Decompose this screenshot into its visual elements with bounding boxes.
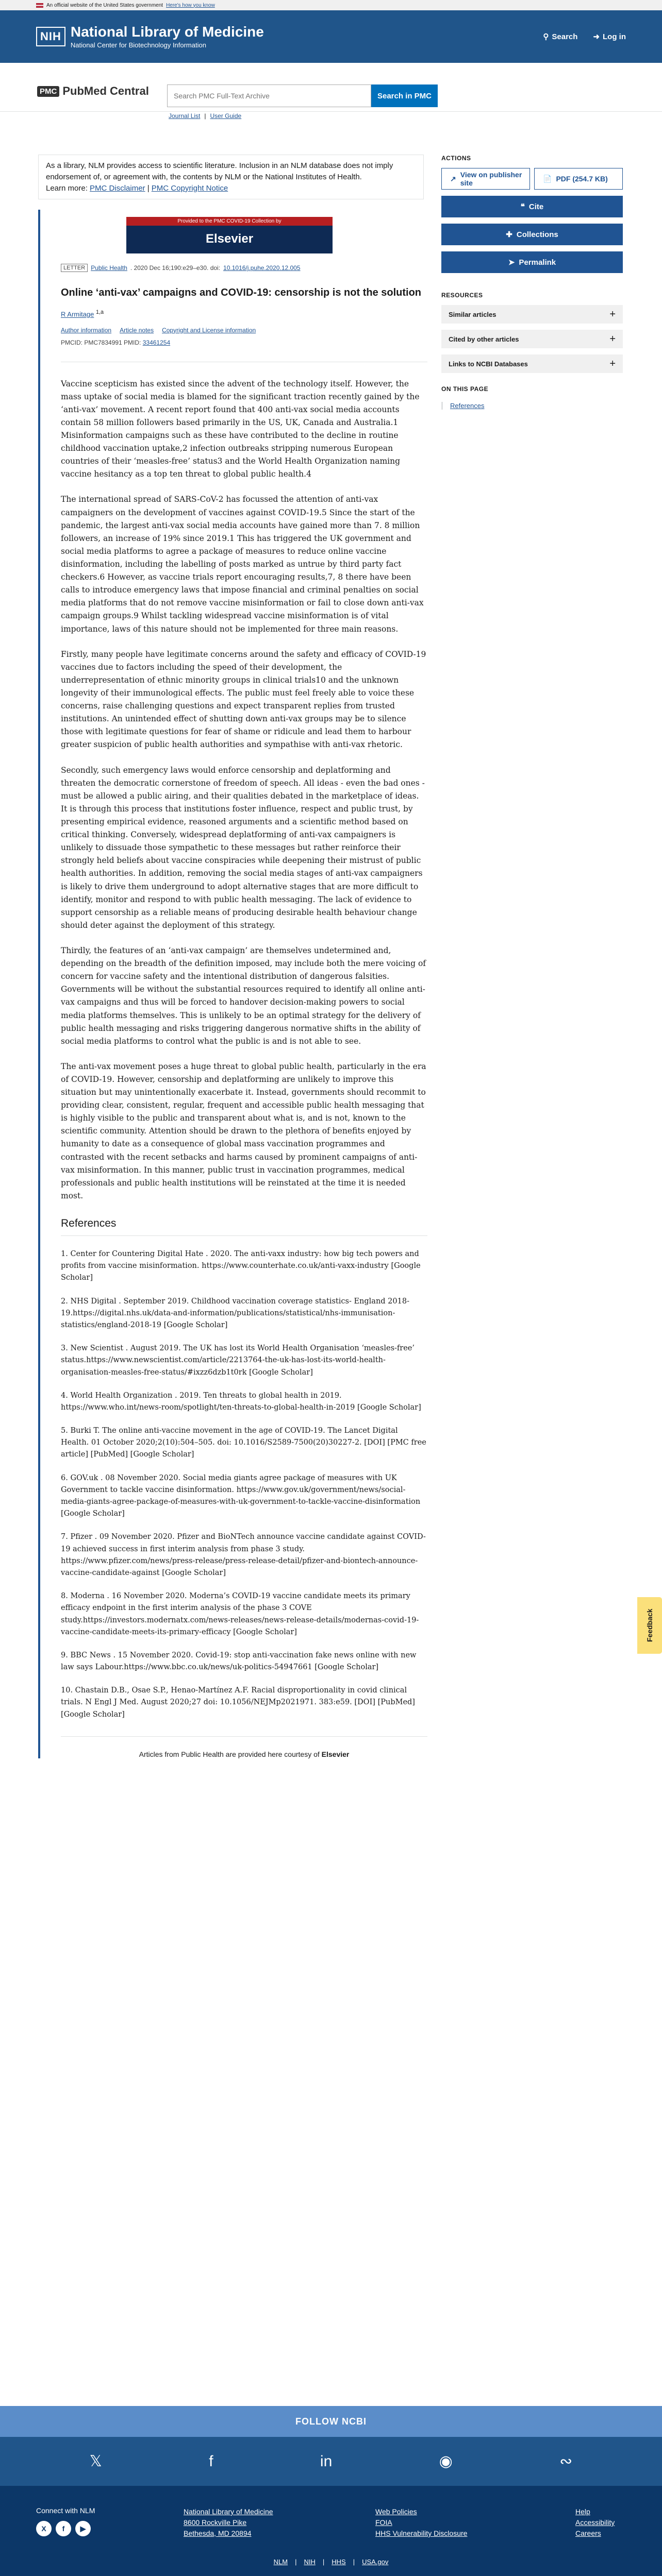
doi-link[interactable]: 10.1016/j.puhe.2020.12.005 <box>223 264 301 272</box>
body-paragraph: The anti-vax movement poses a huge threat to global public health, particularly in the era of COVID-19. However, censorship and deplatforming are unlikely to improve this situation but may unintentionally exacerbate it. Instead, governments should recommit to providing clear, consistent, regular, frequent and accessible public health messaging that is highly visible to the public and transparent about what is, and is not, known to the scientific community. Attention should be drawn to the plethora of benefits enjoyed by humanity to date as a consequence of global mass vaccination programmes and contrasted with the recent setbacks and harms caused by prominent campaigns of anti-vax misinformation. In this manner, public trust in vaccination programmes, medical professionals and public health institutions will be reinstated at the time it is needed most. <box>61 1061 426 1200</box>
web-policies-link[interactable]: Web Policies <box>375 2507 417 2516</box>
article-title: Online ‘anti-vax’ campaigns and COVID-19: censorship is not the solution <box>61 287 422 299</box>
pmc-logo-text: PubMed Central <box>62 84 149 97</box>
x-icon[interactable]: X <box>36 2521 52 2536</box>
pmc-logo[interactable] <box>37 84 167 98</box>
follow-ncbi-bar: FOLLOW NCBI <box>0 2406 662 2437</box>
courtesy-text: Articles from Public Health are provided here courtesy of <box>139 1750 320 1758</box>
plus-icon: + <box>609 308 616 320</box>
gov-banner-text: An official website of the United States government <box>46 2 163 8</box>
pmc-disclaimer-link[interactable]: PMC Disclaimer <box>90 183 145 193</box>
view-publisher-label: View on publisher site <box>460 171 522 187</box>
vulnerability-disclosure-link[interactable]: HHS Vulnerability Disclosure <box>375 2529 468 2537</box>
facebook-icon[interactable]: f <box>209 2452 213 2470</box>
plus-icon: + <box>609 358 616 369</box>
pmcid-label: PMCID: PMC7834991 PMID: <box>61 338 141 346</box>
reference-list <box>61 1248 427 1721</box>
header-search-label: Search <box>552 32 578 41</box>
cited-by-toggle[interactable] <box>441 330 623 348</box>
pdf-button[interactable] <box>534 168 623 190</box>
cite-label: Cite <box>528 202 544 211</box>
article-meta-links <box>61 327 426 334</box>
nlm-subtitle: National Center for Biotechnology Information <box>70 41 206 49</box>
copyright-license-toggle[interactable]: Copyright and License information <box>162 326 256 334</box>
cite-button[interactable] <box>441 196 623 217</box>
plus-icon: + <box>609 333 616 345</box>
address-city-link[interactable]: Bethesda, MD 20894 <box>184 2529 252 2537</box>
on-page-references-link[interactable] <box>441 402 623 410</box>
gov-banner <box>0 0 662 10</box>
learn-more-label: Learn more: <box>46 183 88 193</box>
site-footer <box>0 2486 662 2576</box>
pdf-label: PDF (254.7 KB) <box>556 175 608 183</box>
body-paragraph: Vaccine scepticism has existed since the advent of the technology itself. However, the mass uptake of social media is blamed for the significant traction recently gained by the ‘anti-vax’ movement. A recent report found that 400 anti-vax social media accounts contain 58 million followers based primarily in the US, UK, Canada and Australia.1 Misinformation campaigns such as these have contributed to the decline in routine childhood vaccination uptake,2 infection outbreaks stripping numerous European countries of their ‘measles-free’ status3 and the World Health Organization naming vaccine hesitancy as a top ten threat to global public health.4 <box>61 379 420 479</box>
citation-line <box>61 264 426 272</box>
elsevier-banner-name: Elsevier <box>205 232 254 246</box>
youtube-icon[interactable]: ▶ <box>75 2521 91 2536</box>
courtesy-publisher: Elsevier <box>321 1750 350 1758</box>
journal-list-link[interactable]: Journal List <box>169 112 201 120</box>
collections-button[interactable] <box>441 224 623 245</box>
address-street-link[interactable]: 8600 Rockville Pike <box>184 2518 247 2527</box>
facebook-icon[interactable]: f <box>56 2521 71 2536</box>
body-paragraph: Thirdly, the features of an ‘anti-vax campaign’ are themselves undetermined and, depending on the breadth of the definition imposed, may include both the mere voicing of concern for vaccine safety and the intentional distribution of dangerous falsities. Governments will be without the substantial resources required to identify all online anti-vax campaigns and thus will be forced to handover decision-making powers to social media platforms themselves. This is unlikely to be an optimal strategy for the delivery of public health messaging and risks triggering dangerous normative shifts in the ability of social media platforms to control what the public is and is not able to see. <box>61 945 426 1046</box>
author-line <box>61 309 426 318</box>
reference-item: 2. NHS Digital . September 2019. Childhood vaccination coverage statistics- England 2018-19.https://digital.nhs.uk/data-and-information/publications/statistical/nhs-immunisation-statistics/england-2018-19 [Google Scholar] <box>61 1297 409 1329</box>
divider: | <box>295 2558 297 2566</box>
article-notes-toggle[interactable]: Article notes <box>120 326 154 334</box>
x-icon[interactable]: 𝕏 <box>89 2453 102 2470</box>
reference-item: 8. Moderna . 16 November 2020. Moderna’s COVID-19 vaccine candidate meets its primary efficacy endpoint in the first interim analysis of the phase 3 COVE study.https://investors.modernatx.com/news-releases/news-release-details/modernas-covid-19-vaccine-candidate-meets-its-primary-efficacy [Google Scholar] <box>61 1592 419 1636</box>
link-divider: | <box>204 112 206 120</box>
elsevier-banner[interactable] <box>126 217 333 253</box>
similar-articles-toggle[interactable] <box>441 305 623 324</box>
citation-details: . 2020 Dec 16;190:e29–e30. doi: <box>130 264 221 272</box>
reference-item: 5. Burki T. The online anti-vaccine movement in the age of COVID-19. The Lancet Digital Health. 01 October 2020;2(10):504–505. doi: 10.1016/S2589-7500(20)30227-2. [DOI] [PMC free article] [PubMed] [Google Scholar] <box>61 1427 426 1459</box>
main-content <box>38 155 426 1758</box>
permalink-label: Permalink <box>519 258 556 267</box>
login-label: Log in <box>603 32 626 41</box>
reference-item: 9. BBC News . 15 November 2020. Covid-19: stop anti-vaccination fake news online with new law says Labour.https://www.bbc.co.uk/news/uk-politics-54947661 [Google Scholar] <box>61 1651 417 1672</box>
reference-item: 4. World Health Organization . 2019. Ten threats to global health in 2019. https://www.who.int/news-room/spotlight/ten-threats-to-global-health-in-2019 [Google Scholar] <box>61 1391 421 1412</box>
usagov-link[interactable]: USA.gov <box>362 2558 389 2566</box>
references-heading: References <box>61 1215 427 1236</box>
reference-item: 1. Center for Countering Digital Hate . 2020. The anti-vaxx industry: how big tech powers and profits from vaccine misinformation. https://www.counterhate.co.uk/anti-vaxx-industry [Google Scholar] <box>61 1250 421 1282</box>
pmc-search-button[interactable]: Search in PMC <box>371 84 438 107</box>
reference-item: 10. Chastain D.B., Osae S.P., Henao-Martínez A.F. Racial disproportionality in covid clinical trials. N Engl J Med. August 2020;27 doi: 10.1056/NEJMp2021971. 383:e59. [DOI] [PubMed] [Google Scholar] <box>61 1686 415 1719</box>
ncbi-links-label: Links to NCBI Databases <box>449 360 528 368</box>
author-link[interactable]: R Armitage <box>61 310 94 318</box>
sidebar <box>441 155 623 410</box>
author-affiliation: 1,a <box>95 309 104 316</box>
author-information-toggle[interactable]: Author information <box>61 326 112 334</box>
us-flag-icon <box>36 3 43 8</box>
nlm-disclaimer: As a library, NLM provides access to scientific literature. Inclusion in an NLM database does not imply endorsement of, or agreement with, the contents by NLM or the National Institutes of Health. Learn more: PMC Disclaimer | PMC Copyright Notice <box>38 155 424 199</box>
on-page-references-label: References <box>450 402 485 410</box>
github-icon[interactable]: ◉ <box>439 2453 453 2470</box>
courtesy-note <box>61 1736 427 1758</box>
article <box>38 210 426 1758</box>
header-search-button[interactable] <box>543 32 577 41</box>
body-paragraph: The international spread of SARS-CoV-2 has focussed the attention of anti-vax campaigners on the development of vaccines against COVID-19.5 Since the start of the pandemic, the largest anti-vax social media accounts have gained more than 7. 8 million followers, an increase of 19% since 2019.1 This has triggered the UK government and social media platforms to agree a package of measures to reduce online vaccine disinformation, including the labelling of posts marked as untrue by third party fact checkers.6 However, as vaccine trials report encouraging results,7, 8 there have been calls to introduce emergency laws that impose financial and criminal penalties on social media platforms that do not remove vaccine misinformation or fail to close down anti-vax campaign groups.9 Whilst tackling widespread vaccine misinformation is of vital importance, laws of this nature should not be implemented for three main reasons. <box>61 495 424 634</box>
social-bar <box>0 2437 662 2486</box>
linkedin-icon[interactable]: in <box>320 2452 333 2470</box>
divider: | <box>353 2558 355 2566</box>
disclaimer-text: As a library, NLM provides access to scientific literature. Inclusion in an NLM database does not imply endorsement of, or agreement with, the contents by NLM or the National Institutes of Health. <box>46 161 393 181</box>
foia-link[interactable]: FOIA <box>375 2518 392 2527</box>
ncbi-links-toggle[interactable] <box>441 354 623 373</box>
copyright-notice-link[interactable]: PMC Copyright Notice <box>151 183 228 193</box>
collections-label: Collections <box>516 230 558 239</box>
nlm-address-link[interactable]: National Library of Medicine <box>184 2507 273 2516</box>
reference-item: 3. New Scientist . August 2019. The UK has lost its World Health Organisation ‘measles-free’ status.https://www.newscientist.com/article/2213764-the-uk-has-lost-its-world-health-organisation-measles-free-status/#ixzz6dzb1t0rk [Google Scholar] <box>61 1344 415 1377</box>
heres-how-link[interactable]: Here's how you know <box>166 2 215 8</box>
external-link-icon: ↗ <box>450 174 456 183</box>
journal-link[interactable]: Public Health <box>91 264 127 272</box>
resources-heading: RESOURCES <box>441 292 483 299</box>
help-link[interactable]: Help <box>575 2507 590 2516</box>
connect-label: Connect with NLM <box>36 2506 95 2515</box>
quote-icon: ❝ <box>520 202 525 211</box>
nlm-logo[interactable] <box>36 25 264 49</box>
permalink-button[interactable] <box>441 251 623 273</box>
pmid-link[interactable]: 33461254 <box>142 338 171 346</box>
pmc-search-bar <box>0 63 662 120</box>
view-publisher-button[interactable] <box>441 168 530 190</box>
nih-link[interactable]: NIH <box>304 2558 316 2566</box>
article-body <box>61 378 427 1721</box>
rss-icon[interactable]: ∾ <box>559 2453 573 2470</box>
nlm-link[interactable]: NLM <box>273 2558 288 2566</box>
actions-heading: ACTIONS <box>441 155 471 162</box>
pmc-logo-icon: PMC <box>37 86 59 97</box>
feedback-button[interactable]: Feedback <box>637 1597 662 1654</box>
nlm-header <box>0 10 662 63</box>
cited-by-label: Cited by other articles <box>449 335 519 343</box>
hhs-link[interactable]: HHS <box>332 2558 346 2566</box>
share-icon: ➤ <box>508 258 515 267</box>
body-paragraph: Firstly, many people have legitimate concerns around the safety and efficacy of COVID-19 vaccines due to factors including the speed of their development, the underrepresentation of ethnic minority groups in clinical trials10 and the unknown longevity of their immunological effects. The public must feel freely able to voice these concerns, raise challenging questions and expect transparent replies from trusted institutions. An unintended effect of shutting down anti-vax groups may be to silence those with legitimate questions for fear of shame or ridicule and lead them to harbour greater suspicion of public health authorities and sympathise with anti-vax rhetoric. <box>61 649 426 750</box>
login-icon: ➜ <box>593 32 600 41</box>
on-this-page-heading: ON THIS PAGE <box>441 385 489 393</box>
nlm-title: National Library of Medicine <box>70 23 264 40</box>
similar-articles-label: Similar articles <box>449 310 496 318</box>
article-ids <box>61 339 426 346</box>
collections-icon: ✚ <box>506 230 512 239</box>
search-icon: ⚲ <box>543 32 549 41</box>
reference-item: 7. Pfizer . 09 November 2020. Pfizer and BioNTech announce vaccine candidate against COVID-19 achieved success in first interim analysis from phase 3 study. https://www.pfizer.com/news/press-release/press-release-detail/pfizer-and-biontech-announce-vaccine-candidate-against [Google Scholar] <box>61 1533 426 1577</box>
elsevier-banner-top: Provided to the PMC COVID-19 Collection by <box>126 217 333 226</box>
user-guide-link[interactable]: User Guide <box>210 112 242 120</box>
body-paragraph: Secondly, such emergency laws would enforce censorship and deplatforming and threaten the democratic cornerstone of freedom of speech. All ideas - even the bad ones - must be allowed a public airing, and their qualities debated in the marketplace of ideas. It is through this process that institutions foster influence, respect and public trust, by presenting empirical evidence, reasoned arguments and a scientific method based on critical thinking. Conversely, widespread deplatforming of anti-vax campaigners is unlikely to dissuade those sympathetic to these messages but rather reinforce their strongly held beliefs about vaccine conspiracies while deepening their mistrust of public health authorities. In addition, removing the social media stages of anti-vax campaigners is likely to drive them underground to adopt alternative stages that are more difficult to identify, monitor and respond to with public health messaging. The lack of evidence to support censorship as a reliable means of producing desirable health behaviour change should deter against the deployment of this strategy. <box>61 765 425 930</box>
pdf-icon: 📄 <box>543 174 552 183</box>
careers-link[interactable]: Careers <box>575 2529 601 2537</box>
reference-item: 6. GOV.uk . 08 November 2020. Social media giants agree package of measures with UK Government to tackle vaccine disinformation. https://www.gov.uk/government/news/social-media-giants-agree-package-of-measures-with-uk-government-to-tackle-vaccine-disinformation [Google Scholar] <box>61 1473 421 1518</box>
nih-logo-icon: NIH <box>36 27 65 46</box>
login-button[interactable] <box>593 32 626 41</box>
article-type-tag: LETTER <box>61 264 88 272</box>
accessibility-link[interactable]: Accessibility <box>575 2518 615 2527</box>
divider: | <box>322 2558 325 2566</box>
pmc-search-input[interactable] <box>167 84 371 107</box>
